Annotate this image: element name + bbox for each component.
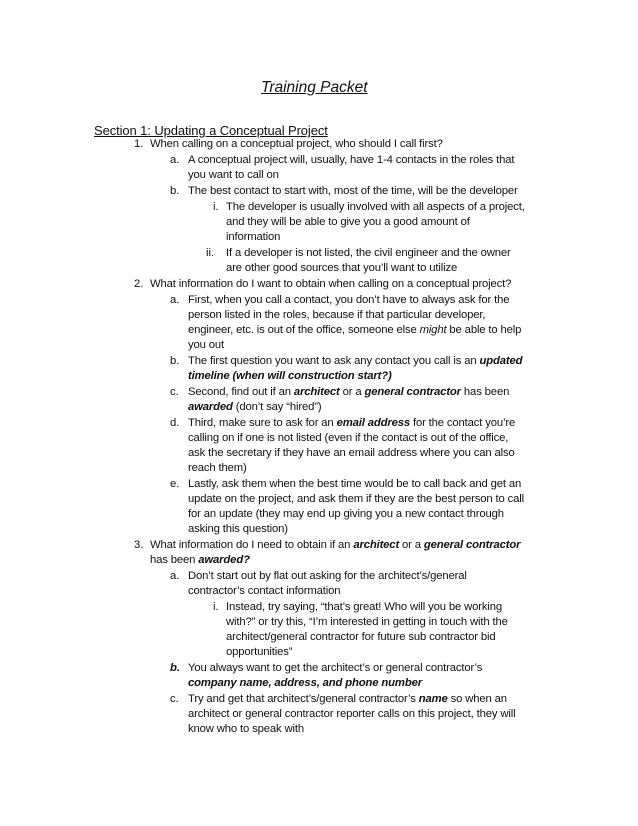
q3-item-c-line: Try and get that architect’s/general contractor’s name so when an xyxy=(188,693,507,705)
list-marker: ii. xyxy=(206,247,215,259)
q2-item-a-line: engineer, etc. is out of the office, someone else might be able to help xyxy=(188,324,522,336)
list-marker: 2. xyxy=(134,278,144,290)
q3-item-a-line: Don’t start out by flat out asking for the architect’s/general xyxy=(188,570,467,582)
q2-item-a-line: person listed in the roles, because if that particular developer, xyxy=(188,309,486,321)
q2-item-e-line: Lastly, ask them when the best time would be to call back and get an xyxy=(188,478,522,490)
q1-item-a-line: you want to call on xyxy=(188,169,279,181)
q2-item-c-line: Second, find out if an architect or a general contractor has been xyxy=(188,386,510,398)
q3-item-c-line: architect or general contractor reporter calls on this project, they will xyxy=(188,708,516,720)
q3-item-a-i-line: opportunities” xyxy=(226,646,293,658)
q2-item-d-line: Third, make sure to ask for an email address for the contact you’re xyxy=(188,417,516,429)
question-1-text: When calling on a conceptual project, who should I call first? xyxy=(150,138,443,150)
q3-item-a-i-line: with?” or try this, “I’m interested in getting in touch with the xyxy=(226,616,508,628)
q2-item-a-line: you out xyxy=(188,339,225,351)
list-marker: b. xyxy=(170,355,180,367)
q1-item-b-ii-line: If a developer is not listed, the civil engineer and the owner xyxy=(226,247,511,259)
q3-item-b-line: company name, address, and phone number xyxy=(188,677,422,689)
list-marker: a. xyxy=(170,570,180,582)
list-marker: a. xyxy=(170,154,180,166)
q2-item-b-line: timeline (when will construction start?) xyxy=(188,370,392,382)
q3-item-a-line: contractor’s contact information xyxy=(188,585,341,597)
question-3-text: What information do I need to obtain if an architect or a general contractor xyxy=(150,539,521,551)
list-marker: 3. xyxy=(134,539,144,551)
document-title: Training Packet xyxy=(261,79,368,96)
q3-item-b-line: You always want to get the architect’s or general contractor’s xyxy=(188,662,483,674)
list-marker: i. xyxy=(213,601,219,613)
q2-item-e-line: update on the project, and ask them if they are the best person to call xyxy=(188,493,525,505)
q3-item-a-i-line: architect/general contractor for future sub contractor bid xyxy=(226,631,496,643)
list-marker: d. xyxy=(170,417,180,429)
list-marker: b. xyxy=(170,185,180,197)
list-marker: a. xyxy=(170,294,180,306)
q3-item-c-line: know who to speak with xyxy=(188,723,305,735)
q2-item-d-line: ask the secretary if they have an email address where you can also xyxy=(188,447,515,459)
q3-item-a-i-line: Instead, try saying, “that’s great! Who will you be working xyxy=(226,601,503,613)
q2-item-d-line: reach them) xyxy=(188,462,247,474)
q1-item-b-i-line: and they will be able to give you a good amount of xyxy=(226,216,470,228)
q2-item-e-line: for an update (they may end up giving you a new contact through xyxy=(188,508,504,520)
question-3-text: has been awarded? xyxy=(150,554,250,566)
section-heading: Section 1: Updating a Conceptual Project xyxy=(94,123,328,138)
list-marker: e. xyxy=(170,478,180,490)
list-marker: c. xyxy=(170,693,179,705)
q2-item-d-line: calling on if one is not listed (even if the contact is out of the office, xyxy=(188,432,509,444)
q2-item-e-line: asking this question) xyxy=(188,523,288,535)
q1-item-a-line: A conceptual project will, usually, have 1-4 contacts in the roles that xyxy=(188,154,515,166)
list-marker: c. xyxy=(170,386,179,398)
q1-item-b-line: The best contact to start with, most of the time, will be the developer xyxy=(188,185,518,197)
q2-item-b-line: The first question you want to ask any contact you call is an updated xyxy=(188,355,523,367)
question-2-text: What information do I want to obtain when calling on a conceptual project? xyxy=(150,278,512,290)
list-marker: i. xyxy=(213,201,219,213)
list-marker: b. xyxy=(170,662,181,674)
q1-item-b-i-line: information xyxy=(226,231,281,243)
q2-item-c-line: awarded (don’t say “hired”) xyxy=(188,401,322,413)
list-marker: 1. xyxy=(134,138,144,150)
q2-item-a-line: First, when you call a contact, you don’t have to always ask for the xyxy=(188,294,510,306)
q1-item-b-i-line: The developer is usually involved with all aspects of a project, xyxy=(226,201,525,213)
q1-item-b-ii-line: are other good sources that you’ll want to utilize xyxy=(226,262,458,274)
